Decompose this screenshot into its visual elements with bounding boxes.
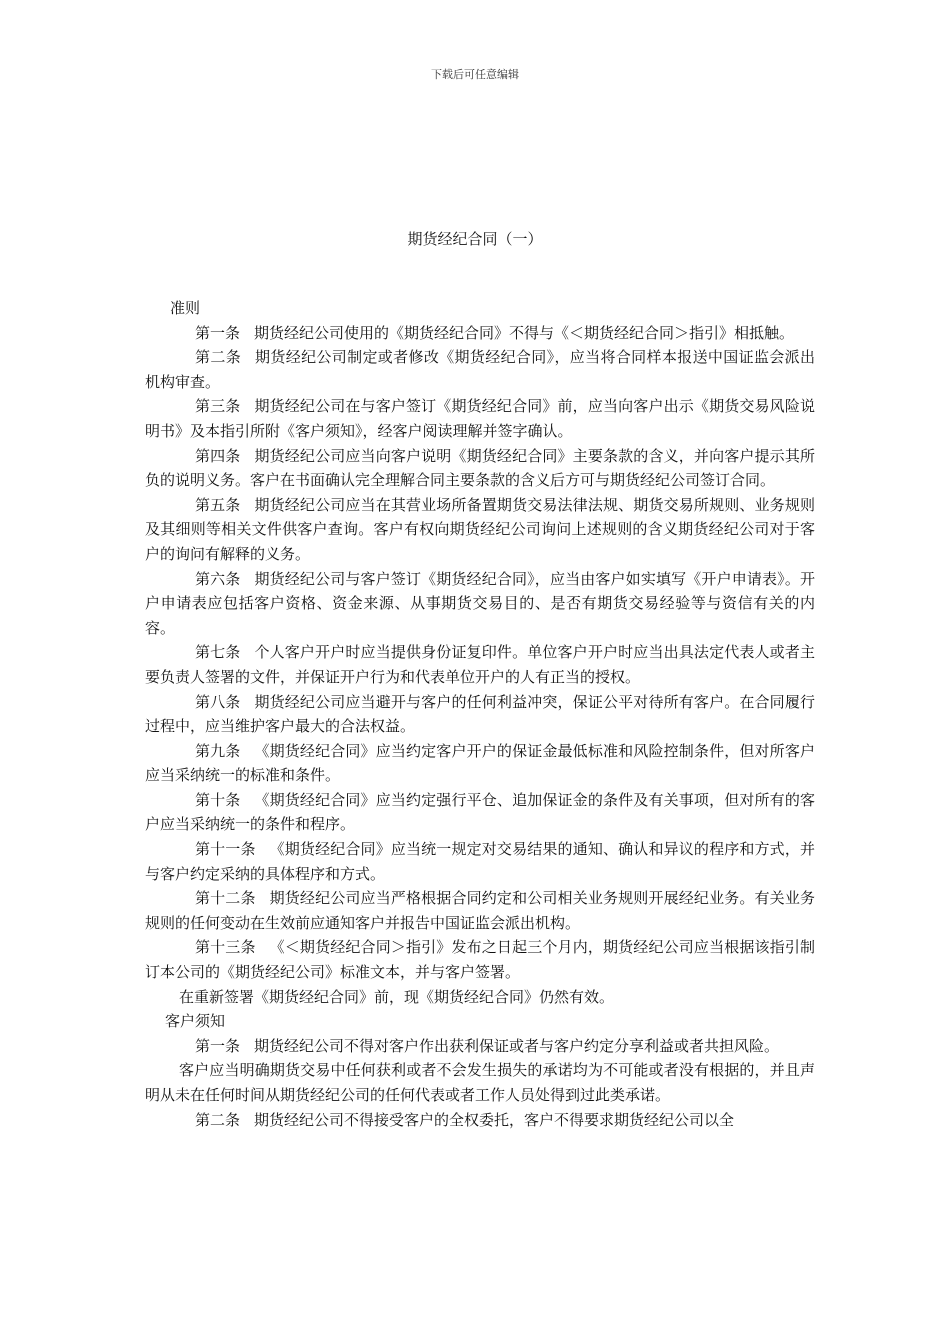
- article-text: 《＜期货经纪合同＞指引》发布之日起三个月内，期货经纪公司应当根据该指引制订本公司的《期货经纪公司》标准文本，并与客户签署。: [145, 938, 815, 982]
- article-number: 第十三条: [195, 938, 256, 957]
- article-6: [145, 567, 815, 641]
- section-heading-rules: 准则: [170, 299, 201, 317]
- article-text: 期货经纪公司应当在其营业场所备置期货交易法律法规、期货交易所规则、业务规则及其细则等相关文件供客户查询。客户有权向期货经纪公司询问上述规则的含义期货经纪公司对于客户的询问有解释的义务。: [145, 495, 815, 563]
- article-2: [145, 345, 815, 394]
- article-text: 个人客户开户时应当提供身份证复印件。单位客户开户时应当出具法定代表人或者主要负责人签署的文件，并保证开户行为和代表单位开户的人有正当的授权。: [145, 643, 815, 686]
- article-text: 期货经纪公司应当严格根据合同约定和公司相关业务规则开展经纪业务。有关业务规则的任何变动在生效前应通知客户并报告中国证监会派出机构。: [145, 889, 815, 932]
- article-number: 第七条: [195, 643, 241, 662]
- article-9: [145, 739, 815, 788]
- article-12: [145, 886, 815, 935]
- article-text: 期货经纪公司不得接受客户的全权委托，客户不得要求期货经纪公司以全: [254, 1110, 735, 1129]
- article-8: [145, 690, 815, 739]
- article-13: [145, 935, 815, 984]
- article-text: 期货经纪公司在与客户签订《期货经纪合同》前，应当向客户出示《期货交易风险说明书》及本指引所附《客户须知》，经客户阅读理解并签字确认。: [145, 397, 815, 440]
- document-body: [145, 296, 815, 1132]
- header-note: 下载后可任意编辑: [431, 68, 519, 81]
- notice-article-1: [145, 1034, 815, 1059]
- section-heading-notice: 客户须知: [165, 1012, 226, 1031]
- notice-article-2: [145, 1108, 815, 1133]
- article-1: [145, 321, 815, 346]
- article-3: [145, 394, 815, 443]
- article-number: 第九条: [195, 741, 241, 760]
- article-10: [145, 788, 815, 837]
- article-text: 期货经纪公司与客户签订《期货经纪合同》，应当由客户如实填写《开户申请表》。开户申请表应包括客户资格、资金来源、从事期货交易目的、是否有期货交易经验等与资信有关的内容。: [145, 569, 815, 637]
- article-number: 第八条: [195, 692, 241, 711]
- closing-paragraph: 在重新签署《期货经纪合同》前，现《期货经纪合同》仍然有效。: [179, 987, 615, 1006]
- article-5: [145, 493, 815, 567]
- article-number: 第一条: [195, 323, 241, 342]
- article-4: [145, 444, 815, 493]
- article-text: 期货经纪公司使用的《期货经纪合同》不得与《＜期货经纪合同＞指引》相抵触。: [254, 323, 795, 342]
- article-number: 第五条: [195, 495, 241, 514]
- article-number: 第六条: [195, 569, 241, 588]
- article-number: 第十条: [195, 790, 241, 809]
- article-text: 《期货经纪合同》应当统一规定对交易结果的通知、确认和异议的程序和方式，并与客户约定采纳的具体程序和方式。: [145, 840, 815, 883]
- notice-paragraph: 客户应当明确期货交易中任何获利或者不会发生损失的承诺均为不可能或者没有根据的，并且声明从未在任何时间从期货经纪公司的任何代表或者工作人员处得到过此类承诺。: [145, 1061, 815, 1104]
- article-text: 期货经纪公司制定或者修改《期货经纪合同》，应当将合同样本报送中国证监会派出机构审查。: [145, 348, 815, 391]
- article-number: 第二条: [195, 348, 242, 367]
- article-number: 第三条: [195, 397, 241, 416]
- article-number: 第四条: [195, 446, 241, 465]
- article-11: [145, 837, 815, 886]
- article-text: 期货经纪公司不得对客户作出获利保证或者与客户约定分享利益或者共担风险。: [254, 1036, 780, 1055]
- document-title: 期货经纪合同（一）: [407, 230, 543, 248]
- article-number: 第十一条: [195, 840, 256, 859]
- article-number: 第一条: [195, 1036, 241, 1055]
- article-7: [145, 640, 815, 689]
- article-text: 《期货经纪合同》应当约定客户开户的保证金最低标准和风险控制条件，但对所客户应当采纳统一的标准和条件。: [145, 741, 815, 785]
- article-text: 期货经纪公司应当避开与客户的任何利益冲突，保证公平对待所有客户。在合同履行过程中，应当维护客户最大的合法权益。: [145, 692, 815, 736]
- article-number: 第十二条: [195, 889, 256, 908]
- article-text: 《期货经纪合同》应当约定强行平仓、追加保证金的条件及有关事项，但对所有的客户应当采纳统一的条件和程序。: [145, 790, 815, 834]
- article-number: 第二条: [195, 1110, 241, 1129]
- article-text: 期货经纪公司应当向客户说明《期货经纪合同》主要条款的含义，并向客户提示其所负的说明义务。客户在书面确认完全理解合同主要条款的含义后方可与期货经纪公司签订合同。: [145, 446, 815, 490]
